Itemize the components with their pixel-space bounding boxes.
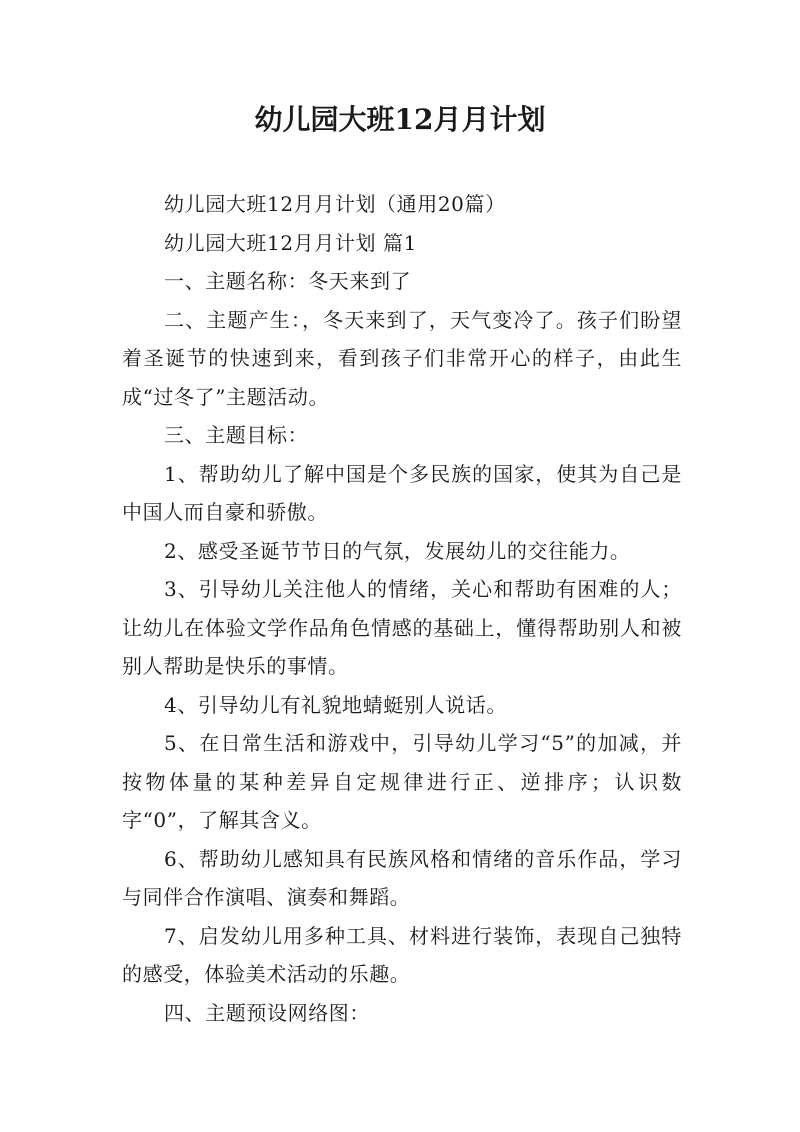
paragraph-goal-5: 5、在日常生活和游戏中，引导幼儿学习“5”的加减，并按物体量的某种差异自定规律进行正、逆排序；认识数字“0”，了解其含义。 bbox=[122, 731, 682, 832]
paragraph-goal-4: 4、引导幼儿有礼貌地蜻蜓别人说话。 bbox=[164, 692, 507, 717]
paragraph-theme-goals-heading: 三、主题目标： bbox=[164, 423, 309, 447]
paragraph-section-heading: 幼儿园大班12月月计划 篇1 bbox=[164, 230, 417, 255]
paragraph-theme-origin: 二、主题产生：，冬天来到了，天气变冷了。孩子们盼望着圣诞节的快速到来，看到孩子们非常开心的样子，由此生成“过冬了”主题活动。 bbox=[122, 307, 682, 409]
paragraph-subtitle: 幼儿园大班12月月计划（通用20篇） bbox=[164, 192, 506, 216]
paragraph-goal-3: 3、引导幼儿关注他人的情绪，关心和帮助有困难的人；让幼儿在体验文学作品角色情感的基础上，懂得帮助别人和被别人帮助是快乐的事情。 bbox=[122, 577, 682, 678]
document-title: 幼儿园大班12月月计划 bbox=[254, 103, 546, 136]
paragraph-goal-7: 7、启发幼儿用多种工具、材料进行装饰，表现自己独特的感受，体验美术活动的乐趣。 bbox=[122, 923, 682, 986]
paragraph-network-diagram-heading: 四、主题预设网络图： bbox=[164, 1000, 370, 1025]
paragraph-goal-6: 6、帮助幼儿感知具有民族风格和情绪的音乐作品，学习与同伴合作演唱、演奏和舞蹈。 bbox=[122, 846, 682, 909]
paragraph-goal-1: 1、帮助幼儿了解中国是个多民族的国家，使其为自己是中国人而自豪和骄傲。 bbox=[122, 461, 682, 524]
document-body bbox=[122, 185, 682, 1032]
paragraph-goal-2: 2、感受圣诞节节日的气氛，发展幼儿的交往能力。 bbox=[164, 538, 631, 563]
paragraph-theme-name: 一、主题名称：冬天来到了 bbox=[164, 269, 412, 293]
